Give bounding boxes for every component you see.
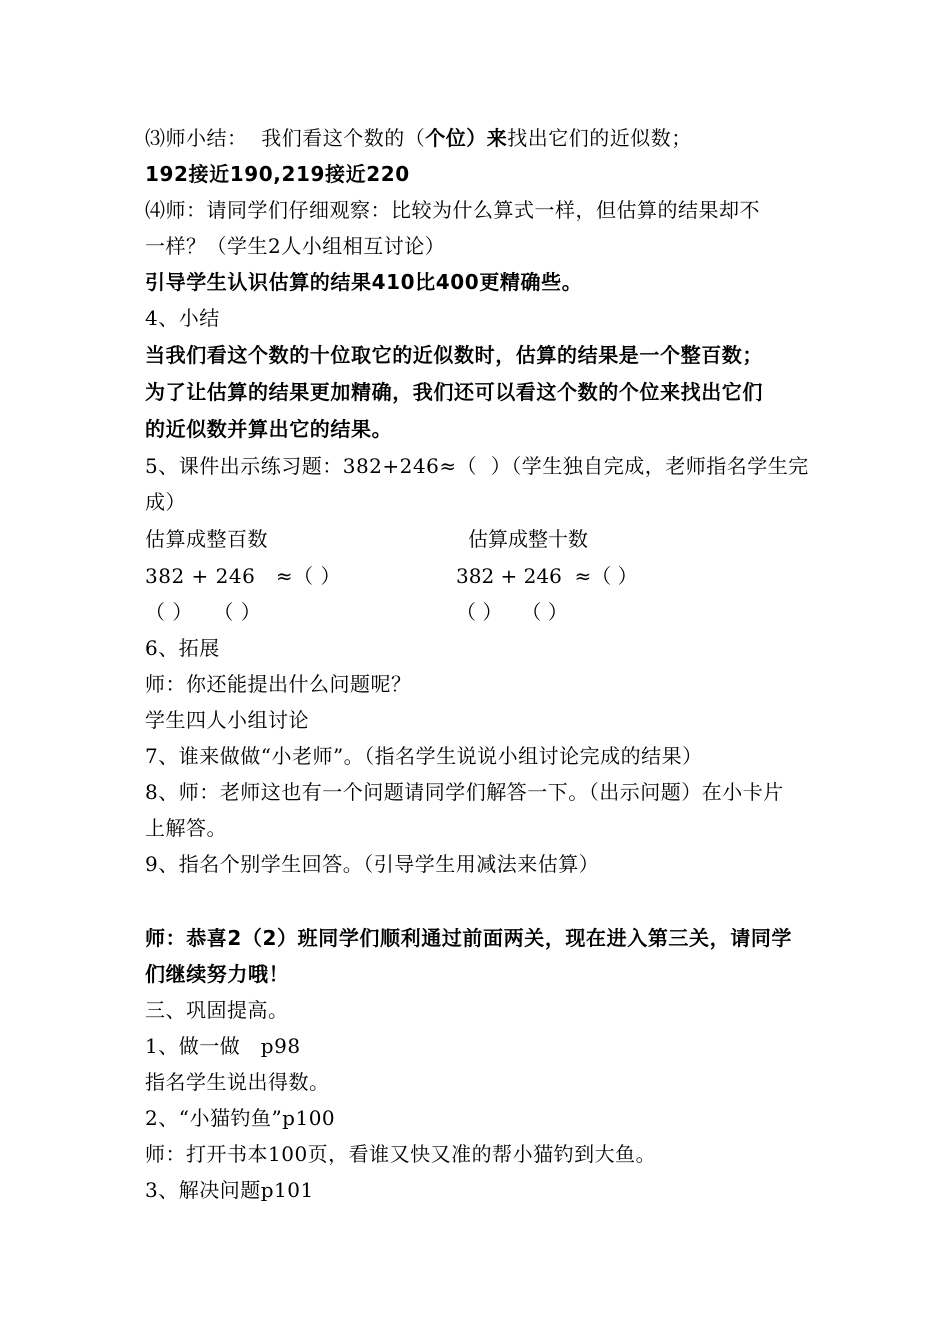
- exercise-5-line-1: 5、课件出示练习题：382+246≈（ ）（学生独自完成，老师指名学生完: [145, 454, 809, 478]
- equation-hundreds: 382 + 246 ≈（ ）: [145, 564, 342, 588]
- summary-3-text-c: 找出它们的近似数；: [507, 126, 692, 150]
- congrats-line-1: 师：恭喜2（2）班同学们顺利通过前面两关，现在进入第三关，请同学: [145, 926, 793, 950]
- step-9: 9、指名个别学生回答。（引导学生用减法来估算）: [145, 852, 600, 876]
- practice-1-note: 指名学生说出得数。: [145, 1070, 330, 1094]
- step-7: 7、谁来做做“小老师”。（指名学生说说小组讨论完成的结果）: [145, 744, 703, 768]
- step-8-line-1: 8、师：老师这也有一个问题请同学们解答一下。（出示问题）在小卡片: [145, 780, 784, 804]
- practice-2: 2、“小猫钓鱼”p100: [145, 1106, 336, 1130]
- guidance-statement: 引导学生认识估算的结果410比400更精确些。: [145, 270, 583, 294]
- summary-3-text-a: ⑶师小结： 我们看这个数的（: [145, 126, 426, 150]
- practice-2-note: 师：打开书本100页，看谁又快又准的帮小猫钓到大鱼。: [145, 1142, 657, 1166]
- exercise-5-line-2: 成）: [145, 490, 186, 514]
- observation-question-line-2: 一样？（学生2人小组相互讨论）: [145, 234, 446, 258]
- blanks-hundreds: （ ） （ ）: [145, 600, 262, 624]
- equation-tens: 382 + 246 ≈（ ）: [456, 564, 638, 588]
- step-8-line-2: 上解答。: [145, 816, 227, 840]
- approximation-example: 192接近190,219接近220: [145, 162, 410, 186]
- practice-3: 3、解决问题p101: [145, 1178, 314, 1202]
- column-heading-tens: 估算成整十数: [468, 527, 588, 551]
- summary-paragraph-line-3: 的近似数并算出它的结果。: [145, 417, 393, 441]
- section-4-heading: 4、小结: [145, 306, 220, 330]
- column-heading-hundreds: 估算成整百数: [145, 527, 268, 551]
- practice-1: 1、做一做 p98: [145, 1034, 301, 1058]
- summary-paragraph-line-1: 当我们看这个数的十位取它的近似数时，估算的结果是一个整百数；: [145, 343, 763, 367]
- congrats-line-2: 们继续努力哦！: [145, 962, 290, 986]
- observation-question-line-1: ⑷师：请同学们仔细观察：比较为什么算式一样，但估算的结果却不: [145, 198, 760, 222]
- summary-line-3: [145, 126, 692, 150]
- section-3-heading: 三、巩固提高。: [145, 998, 289, 1022]
- blanks-tens: （ ） （ ）: [456, 600, 568, 624]
- summary-paragraph-line-2: 为了让估算的结果更加精确，我们还可以看这个数的个位来找出它们: [145, 380, 763, 404]
- group-discussion: 学生四人小组讨论: [145, 708, 309, 732]
- teacher-question: 师：你还能提出什么问题呢？: [145, 672, 412, 696]
- summary-3-emphasis: 个位）来: [425, 126, 508, 150]
- section-6-heading: 6、拓展: [145, 636, 220, 660]
